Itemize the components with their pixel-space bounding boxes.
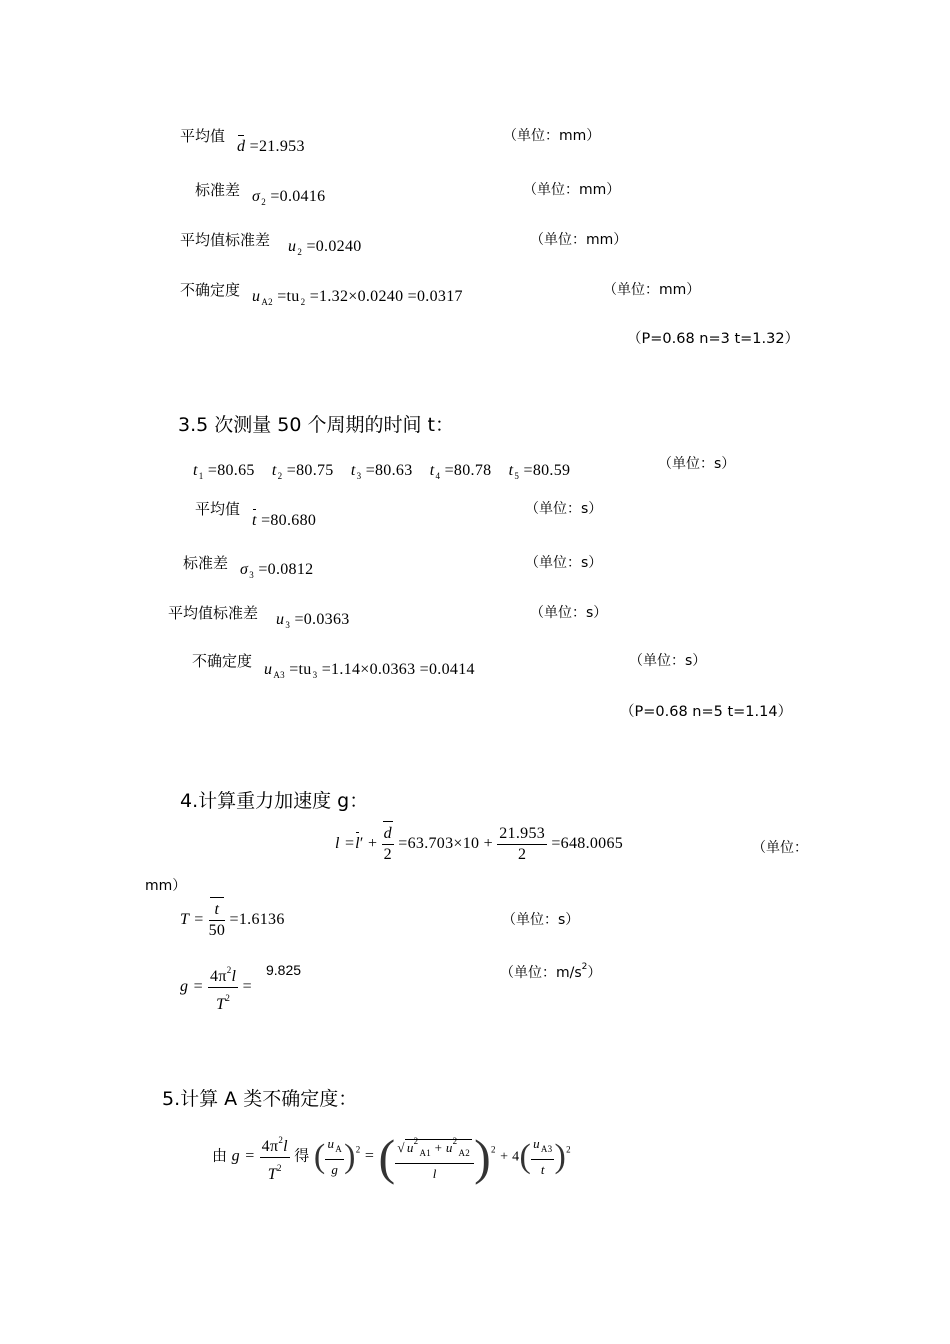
time-mean-std-var: u — [276, 611, 285, 628]
ratio-ua3-t: $\frac{u_{A3}}{t}$ — [533, 1136, 553, 1177]
mean-std-label: 平均值标准差 — [180, 231, 271, 249]
period-formula — [180, 900, 285, 941]
gravity-lhs: g = — [180, 978, 204, 996]
uncert-mid: =tu — [277, 288, 300, 305]
uncert-formula: 由 g = $\frac{4\pi^2l}{T^2}$ 得 ( $\frac{u_A}{g}$ )$^2$ = ( $\frac{√ u^2_{A1} + u^2_{A2}}{l}$ )$^2$ + 4( $\frac{u_{A3}}{t}$ )$^2$ — [212, 1129, 571, 1185]
time-params-line: （P=0.68 n=5 t=1.14） — [620, 704, 793, 720]
length-lhs: l = — [335, 835, 356, 853]
time-uncert-value: =1.14×0.0363 =0.0414 — [321, 661, 475, 678]
time-mean-std-sub: 3 — [285, 620, 291, 630]
plus-four: + 4 — [500, 1149, 520, 1165]
time-heading: 3.5 次测量 50 个周期的时间 t： — [178, 414, 455, 436]
length-mid: =63.703×10 + — [393, 835, 498, 853]
mean-var: d — [237, 138, 246, 155]
time-std-unit: （单位：s） — [525, 555, 603, 571]
period-result: =1.6136 — [225, 911, 285, 929]
sq-1: 2 — [355, 1144, 361, 1155]
time-std-sub: 3 — [249, 570, 255, 580]
length-formula — [335, 824, 623, 865]
sqrt-fraction: $\frac{√ u^2_{A1} + u^2_{A2}}{l}$ — [395, 1131, 474, 1184]
length-unit-b: mm） — [145, 878, 187, 894]
time-uncert-label: 不确定度 — [192, 652, 253, 670]
std-var: σ — [252, 188, 261, 205]
time-std-value: =0.0812 — [258, 561, 314, 578]
uncert-heading: 5.计算 A 类不确定度： — [162, 1088, 358, 1110]
time-mean-expression — [252, 512, 316, 530]
measurement-1: $t_1 =80.65$ — [193, 462, 255, 481]
mean-value: =21.953 — [249, 138, 305, 155]
mean-std-expression — [288, 238, 362, 257]
from-label: 由 — [212, 1146, 228, 1165]
gravity-fraction: $\frac{4\pi^2l}{T^2}$ — [208, 960, 238, 1015]
uncert-unit: （单位：mm） — [603, 282, 701, 298]
uncert-sub: A2 — [261, 297, 273, 307]
length-fraction-1: $\frac{d}{2}$ — [383, 825, 392, 863]
measurement-4: $t_4 =80.78$ — [429, 462, 492, 481]
time-mean-label: 平均值 — [195, 500, 241, 518]
get-label: 得 — [294, 1146, 310, 1165]
uncert-label: 不确定度 — [180, 281, 241, 299]
time-uncert-expression — [264, 661, 475, 680]
length-prime: ′ — [359, 835, 364, 853]
ratio-ua-g: $\frac{u_A}{g}$ — [327, 1136, 343, 1177]
time-mean-std-label: 平均值标准差 — [168, 604, 259, 622]
length-result: =648.0065 — [547, 835, 624, 853]
u-g-fraction: $\frac{4\pi^2l}{T^2}$ — [260, 1130, 290, 1185]
std-expression — [252, 188, 325, 207]
mean-unit: （单位：mm） — [503, 128, 601, 144]
std-label: 标准差 — [195, 181, 241, 199]
mean-std-value: =0.0240 — [306, 238, 362, 255]
gravity-result: 9.825 — [266, 962, 302, 978]
measurement-3: $t_3 =80.63$ — [350, 462, 413, 481]
time-std-var: σ — [240, 561, 249, 578]
measurement-list — [193, 462, 570, 481]
u-g-lhs: g = — [231, 1147, 256, 1165]
std-sub: 2 — [261, 197, 267, 207]
time-uncert-mid-sub: 3 — [312, 670, 318, 680]
time-mean-value: =80.680 — [261, 512, 317, 529]
time-mean-var: t — [252, 512, 257, 529]
time-mean-unit: （单位：s） — [525, 501, 603, 517]
time-uncert-var: u — [264, 661, 273, 678]
time-mean-std-unit: （单位：s） — [530, 605, 608, 621]
gravity-unit: （单位：$m/s^2$） — [500, 962, 602, 981]
time-uncert-unit: （单位：s） — [629, 653, 707, 669]
u-eq: = — [364, 1147, 375, 1165]
length-fraction-2: $\frac{21.953}{2}$ — [499, 825, 546, 863]
gravity-eq: = — [238, 978, 252, 996]
period-lhs: T = — [180, 911, 205, 929]
std-unit: （单位：mm） — [523, 182, 621, 198]
uncert-mid-sub: 2 — [300, 297, 306, 307]
std-value: =0.0416 — [270, 188, 326, 205]
params-line: （P=0.68 n=3 t=1.32） — [627, 331, 800, 347]
time-std-label: 标准差 — [183, 554, 229, 572]
uncert-value: =1.32×0.0240 =0.0317 — [309, 288, 463, 305]
time-std-expression — [240, 561, 313, 580]
length-bar: l — [355, 835, 360, 853]
measurement-unit: （单位：s） — [658, 456, 736, 472]
time-mean-std-expression — [276, 611, 350, 630]
measurement-2: $t_2 =80.75$ — [271, 462, 334, 481]
gravity-formula — [180, 960, 252, 1015]
length-unit-a: （单位： — [752, 840, 808, 856]
mean-expression — [237, 138, 305, 156]
mean-std-unit: （单位：mm） — [530, 232, 628, 248]
sq-2: 2 — [491, 1144, 496, 1155]
mean-std-sub: 2 — [297, 247, 303, 257]
time-mean-std-value: =0.0363 — [294, 611, 350, 628]
mean-std-var: u — [288, 238, 297, 255]
measurement-5: $t_5 =80.59$ — [508, 462, 571, 481]
time-uncert-sub: A3 — [273, 670, 285, 680]
sq-3: 2 — [566, 1144, 571, 1155]
period-fraction: $\frac{t}{50}$ — [208, 901, 226, 939]
period-unit: （单位：s） — [502, 912, 580, 928]
uncert-var: u — [252, 288, 261, 305]
gravity-heading: 4.计算重力加速度 g： — [180, 790, 369, 812]
time-uncert-mid: =tu — [289, 661, 312, 678]
uncert-expression — [252, 288, 463, 307]
length-plus: + — [363, 835, 382, 853]
mean-label: 平均值 — [180, 127, 226, 145]
